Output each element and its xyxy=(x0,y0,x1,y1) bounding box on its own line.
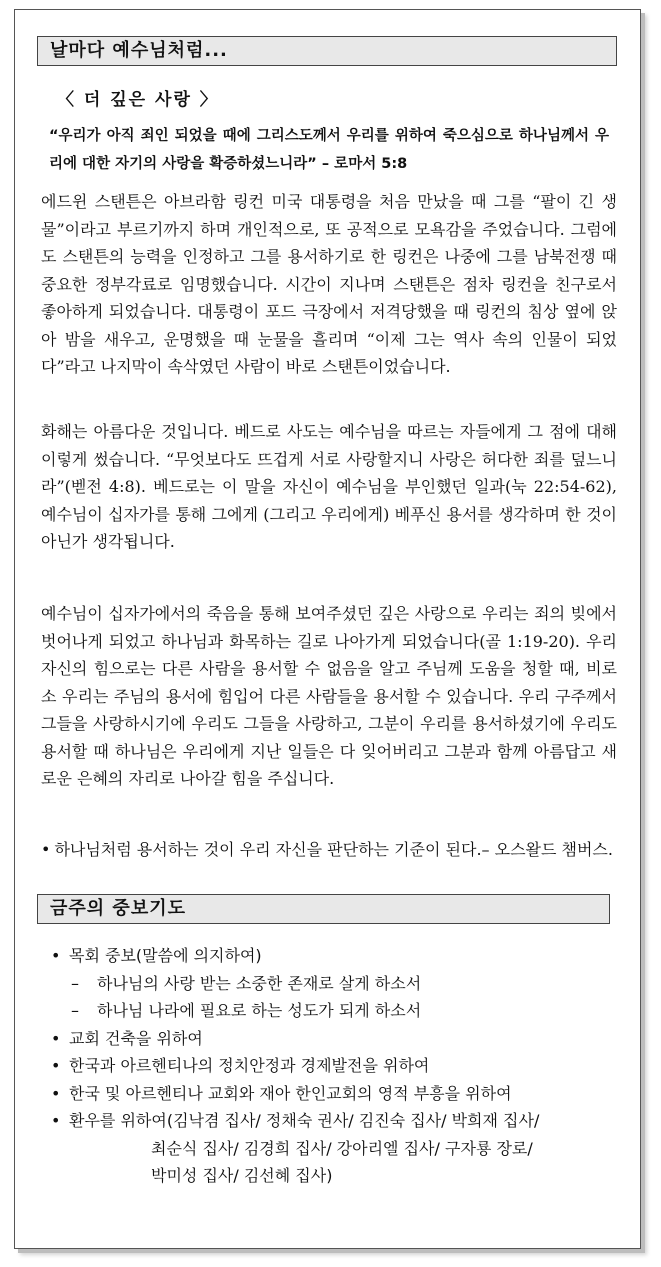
list-item xyxy=(51,942,621,970)
paragraph: 에드윈 스탠튼은 아브라함 링컨 미국 대통령을 처음 만났을 때 그를 “팔이 긴 생물”이라고 부르기까지 하며 개인적으로, 또 공적으로 모욕감을 주었습니다. 그럼에도 스탠튼의 능력을 인정하고 그를 용서하기로 한 링컨은 나중에 그를 남북전쟁 때 중요한 정부각료로 임명했습니다. 시간이 지나며 스탠튼은 점차 링컨을 친구로서 좋아하게 되었습니다. 대통령이 포드 극장에서 저격당했을 때 링컨의 침상 옆에 앉아 밤을 새우고, 운명했을 때 눈물을 흘리며 “이제 그는 역사 속의 인물이 되었다”라고 나지막이 속삭였던 사람이 바로 스탠튼이었습니다. xyxy=(41,192,617,376)
list-item xyxy=(51,1052,621,1080)
closing-quote xyxy=(41,836,617,863)
bullet-icon: • xyxy=(51,1083,61,1103)
list-sub-item xyxy=(51,997,621,1025)
prayer-item-continuation: 박미성 집사/ 김선혜 집사) xyxy=(151,1166,333,1185)
prayer-item-continuation: 최순식 집사/ 김경희 집사/ 강아리엘 집사/ 구자룡 장로/ xyxy=(151,1138,533,1158)
prayer-item-text: 목회 중보(말씀에 의지하여) xyxy=(69,946,262,965)
scripture-verse: “우리가 아직 죄인 되었을 때에 그리스도께서 우리를 위하여 죽으심으로 하나님께서 우리에 대한 자기의 사랑을 확증하셨느니라” – 로마서 5:8 xyxy=(49,128,609,172)
prayer-item-text: 환우를 위하여(김낙겸 집사/ 정채숙 권사/ 김진숙 집사/ 박희재 집사/ xyxy=(69,1111,540,1130)
prayer-list xyxy=(51,942,621,1190)
prayer-section-title: 금주의 중보기도 xyxy=(37,894,610,924)
list-item xyxy=(51,1025,621,1053)
bullet-icon: • xyxy=(51,1056,61,1075)
prayer-item-text: 교회 건축을 위하여 xyxy=(69,1028,203,1048)
paragraph: 예수님이 십자가에서의 죽음을 통해 보여주셨던 깊은 사랑으로 우리는 죄의 빚에서 벗어나게 되었고 하나님과 화목하는 길로 나아가게 되었습니다(골 1:19-20). 우리 자신의 힘으로는 다른 사람을 용서할 수 없음을 알고 주님께 도움을 청할 때, 비로소 우리는 주님의 용서에 힘입어 다른 사람들을 용서할 수 있습니다. 우리 구주께서 그들을 사랑하시기에 우리도 그들을 사랑하고, 그분이 우리를 용서하셨기에 우리도 용서할 때 하나님은 우리에게 지난 일들은 다 잊어버리고 그분과 함께 아름답고 새로운 은혜의 자리로 나아갈 힘을 주십니다. xyxy=(41,604,617,788)
paragraph: 화해는 아름다운 것입니다. 베드로 사도는 예수님을 따르는 자들에게 그 점에 대해 이렇게 썼습니다. “무엇보다도 뜨겁게 서로 사랑할지니 사랑은 허다한 죄를 덮느니라”(벧전 4:8). 베드로는 이 말을 자신이 예수님을 부인했던 일과(눅 22:54-62), 예수님이 십자가를 통해 그에게 (그리고 우리에게) 베푸신 용서를 생각하며 한 것이 아닌가 생각됩니다. xyxy=(41,422,617,551)
dash-icon: – xyxy=(71,1001,79,1020)
quote-text: 하나님처럼 용서하는 것이 우리 자신을 판단하는 기준이 된다.– 오스왈드 챔버스. xyxy=(54,840,613,859)
list-item xyxy=(51,1107,621,1190)
prayer-item-text: 한국과 아르헨티나의 정치안정과 경제발전을 위하여 xyxy=(69,1056,430,1075)
bullet-icon: • xyxy=(51,946,61,965)
devotion-subtitle: 〈 더 깊은 사랑 〉 xyxy=(57,90,219,110)
bulletin-page xyxy=(14,9,641,1249)
bullet-icon: • xyxy=(51,1028,61,1048)
bullet-icon: • xyxy=(51,1111,61,1130)
dash-icon: – xyxy=(71,973,79,993)
prayer-sub-text: 하나님의 사랑 받는 소중한 존재로 살게 하소서 xyxy=(97,973,422,993)
section-title: 날마다 예수님처럼... xyxy=(37,36,617,66)
list-sub-item xyxy=(51,970,621,998)
bullet-icon: • xyxy=(41,840,51,859)
prayer-item-text: 한국 및 아르헨티나 교회와 재아 한인교회의 영적 부흥을 위하여 xyxy=(69,1083,512,1103)
prayer-sub-text: 하나님 나라에 필요로 하는 성도가 되게 하소서 xyxy=(97,1001,422,1020)
list-item xyxy=(51,1080,621,1108)
